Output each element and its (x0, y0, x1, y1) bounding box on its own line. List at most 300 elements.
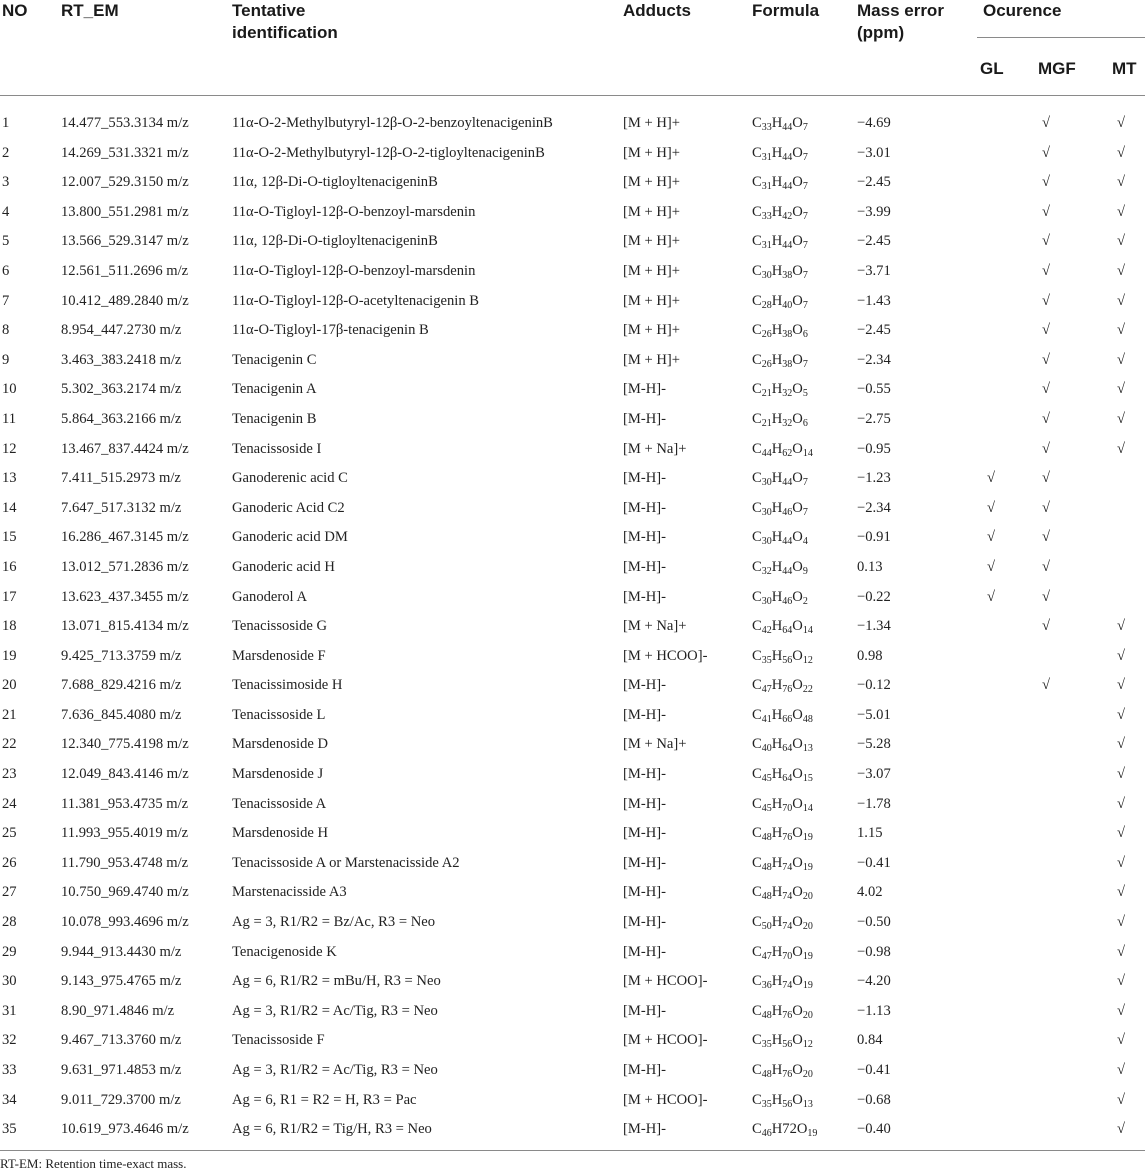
cell-mt: √ (1116, 115, 1125, 131)
cell-rt-em: 7.411_515.2973 m/z (61, 470, 181, 487)
formula-element: H (771, 588, 783, 605)
cell-formula (752, 819, 813, 849)
cell-rt-em: 10.619_973.4646 m/z (61, 1121, 189, 1138)
cell-adduct: [M + H]+ (623, 351, 680, 368)
formula-count: 7 (802, 122, 808, 133)
formula-element: O (792, 1091, 803, 1108)
formula-count: 64 (782, 743, 793, 755)
cell-rt-em: 7.636_845.4080 m/z (61, 706, 182, 723)
formula-element: H (771, 174, 783, 191)
cell-adduct: [M-H]- (623, 410, 666, 427)
table-row (0, 908, 1145, 938)
table-row (0, 819, 1145, 849)
cell-no: 15 (2, 529, 17, 546)
cell-mass-error: −0.41 (857, 1062, 891, 1078)
cell-rt-em: 9.011_729.3700 m/z (61, 1091, 181, 1108)
cell-gl: √ (986, 558, 995, 575)
formula-element: O (792, 588, 803, 605)
cell-mt: √ (1116, 677, 1125, 694)
formula-count: 45 (761, 773, 772, 785)
formula-element: C (752, 795, 762, 812)
formula-count: 44 (782, 151, 793, 163)
cell-formula (752, 583, 808, 613)
formula-count: 7 (802, 151, 808, 163)
table-row (0, 671, 1145, 701)
table-row (0, 523, 1145, 553)
formula-count: 26 (761, 358, 772, 370)
cell-no: 6 (2, 262, 10, 279)
cell-formula (752, 878, 813, 908)
formula-count: 7 (802, 210, 808, 222)
formula-element: O (792, 440, 803, 457)
formula-element: C (752, 115, 762, 131)
cell-mt: √ (1116, 914, 1125, 931)
formula-count: 2 (802, 595, 808, 607)
table-row (0, 1056, 1145, 1086)
cell-mass-error: −0.98 (857, 943, 891, 960)
formula-element: O (792, 174, 803, 191)
table-row (0, 287, 1145, 317)
cell-mass-error: −1.13 (857, 1002, 891, 1019)
cell-mass-error: −0.95 (857, 440, 891, 457)
cell-mass-error: −2.75 (857, 410, 891, 427)
formula-count: 76 (782, 832, 793, 844)
cell-mt: √ (1116, 381, 1125, 398)
formula-element: H (771, 677, 783, 694)
cell-formula (752, 346, 808, 376)
formula-element: C (752, 943, 762, 960)
formula-count: 46 (782, 506, 793, 518)
cell-rt-em: 10.412_489.2840 m/z (61, 292, 189, 309)
formula-element: H (771, 706, 783, 723)
cell-rt-em: 12.007_529.3150 m/z (61, 174, 189, 191)
formula-element: O (792, 677, 803, 694)
table-row (0, 553, 1145, 583)
formula-count: 28 (761, 299, 772, 311)
cell-formula (752, 1026, 813, 1056)
formula-count: 66 (782, 713, 793, 725)
cell-mass-error: 0.13 (857, 558, 883, 575)
cell-mgf: √ (1041, 410, 1050, 427)
cell-mt: √ (1116, 262, 1125, 279)
cell-adduct: [M + Na]+ (623, 440, 687, 457)
formula-element: C (752, 914, 762, 931)
cell-rt-em: 10.750_969.4740 m/z (61, 884, 189, 901)
formula-count: 76 (782, 1069, 793, 1080)
table-row (0, 878, 1145, 908)
cell-rt-em: 13.566_529.3147 m/z (61, 233, 189, 250)
cell-no: 16 (2, 558, 17, 575)
formula-element: O (792, 825, 803, 842)
cell-mass-error: −1.78 (857, 795, 891, 812)
formula-count: 31 (761, 181, 772, 193)
cell-mass-error: −0.40 (857, 1121, 891, 1138)
table-row (0, 1115, 1145, 1145)
formula-count: 30 (761, 595, 772, 607)
cell-adduct: [M-H]- (623, 795, 666, 812)
formula-element: O (792, 706, 803, 723)
cell-identification: Ganoderic Acid C2 (232, 499, 345, 516)
formula-element: C (752, 1062, 762, 1078)
cell-adduct: [M + H]+ (623, 203, 680, 220)
cell-adduct: [M-H]- (623, 470, 666, 487)
formula-element: C (752, 1032, 762, 1049)
cell-identification: Ag = 6, R1/R2 = mBu/H, R3 = Neo (232, 973, 441, 990)
cell-mgf: √ (1041, 144, 1050, 161)
table-bottom-rule (0, 1150, 1145, 1151)
cell-adduct: [M-H]- (623, 677, 666, 694)
cell-formula (752, 375, 808, 405)
formula-element: H (771, 410, 783, 427)
cell-mt: √ (1116, 1091, 1125, 1108)
cell-adduct: [M + H]+ (623, 292, 680, 309)
formula-count: 9 (802, 565, 808, 577)
formula-count: 32 (782, 417, 793, 429)
cell-identification: Marsdenoside F (232, 647, 326, 664)
formula-element: O (792, 766, 803, 783)
cell-formula (752, 405, 808, 435)
cell-identification: Ag = 3, R1/R2 = Bz/Ac, R3 = Neo (232, 914, 436, 931)
cell-identification: Ganoderic acid DM (232, 529, 348, 546)
cell-identification: Tenacissimoside H (232, 677, 343, 694)
cell-no: 26 (2, 854, 17, 871)
cell-mass-error: −0.55 (857, 381, 891, 398)
cell-formula (752, 109, 808, 139)
cell-rt-em: 11.790_953.4748 m/z (61, 854, 189, 871)
cell-identification: Tenacigenin B (232, 410, 317, 427)
cell-rt-em: 13.623_437.3455 m/z (61, 588, 189, 605)
formula-element: O (792, 115, 803, 131)
formula-count: 38 (782, 358, 793, 370)
cell-formula (752, 139, 808, 169)
cell-mass-error: 1.15 (857, 825, 883, 842)
table-row (0, 227, 1145, 257)
cell-mt: √ (1116, 706, 1125, 723)
formula-element: C (752, 618, 762, 635)
table-row (0, 109, 1145, 139)
cell-no: 8 (2, 322, 10, 339)
formula-count: 12 (802, 1039, 813, 1051)
formula-element: O (792, 1032, 803, 1049)
formula-count: 56 (782, 1039, 793, 1051)
formula-count: 41 (761, 713, 772, 725)
formula-count: 36 (761, 980, 772, 992)
formula-count: 31 (761, 151, 772, 163)
table-row (0, 730, 1145, 760)
cell-formula (752, 760, 813, 790)
cell-mass-error: 4.02 (857, 884, 883, 901)
formula-element: H (771, 262, 783, 279)
formula-element: O (792, 262, 803, 279)
cell-no: 29 (2, 943, 17, 960)
cell-mt: √ (1116, 174, 1125, 191)
cell-mgf: √ (1041, 203, 1050, 220)
cell-identification: Ag = 3, R1/R2 = Ac/Tig, R3 = Neo (232, 1002, 438, 1019)
cell-adduct: [M + Na]+ (623, 618, 687, 635)
cell-gl: √ (986, 499, 995, 516)
formula-count: 46 (782, 595, 793, 607)
cell-mass-error: 0.84 (857, 1032, 883, 1049)
table-row (0, 701, 1145, 731)
formula-count: 40 (761, 743, 772, 755)
header-identification-line2: identification (232, 23, 338, 42)
formula-count: 13 (802, 743, 813, 755)
cell-mass-error: −2.34 (857, 351, 891, 368)
cell-mgf: √ (1041, 470, 1050, 487)
cell-mgf: √ (1041, 588, 1050, 605)
cell-formula (752, 316, 808, 346)
cell-identification: 11α-O-Tigloyl-12β-O-benzoyl-marsdenin (232, 203, 476, 220)
formula-element: H (771, 825, 783, 842)
formula-count: 14 (802, 625, 813, 637)
formula-element: C (752, 440, 762, 457)
occurrence-group-rule (977, 37, 1145, 38)
cell-adduct: [M + H]+ (623, 144, 680, 161)
cell-mass-error: −0.68 (857, 1091, 891, 1108)
formula-count: 19 (802, 950, 813, 962)
formula-element: O (792, 381, 803, 398)
header-occurrence: Ocurence (983, 1, 1062, 20)
cell-rt-em: 8.90_971.4846 m/z (61, 1002, 175, 1019)
cell-formula (752, 287, 808, 317)
formula-element: O (792, 973, 803, 990)
formula-element: H (771, 529, 783, 546)
cell-gl: √ (986, 529, 995, 546)
cell-adduct: [M + HCOO]- (623, 647, 708, 664)
cell-mt: √ (1116, 203, 1125, 220)
cell-identification: Marsdenoside J (232, 766, 324, 783)
cell-no: 11 (2, 410, 17, 427)
formula-count: 62 (782, 447, 793, 459)
cell-mass-error: −0.12 (857, 677, 891, 694)
formula-count: 30 (761, 477, 772, 489)
formula-count: 64 (782, 773, 793, 785)
formula-element: O (792, 499, 803, 516)
cell-formula (752, 701, 813, 731)
cell-mass-error: 0.98 (857, 647, 883, 664)
formula-count: 76 (782, 1009, 793, 1021)
formula-element: H (771, 233, 783, 250)
formula-count: 14 (802, 802, 813, 814)
cell-adduct: [M-H]- (623, 1002, 666, 1019)
formula-count: 7 (802, 477, 808, 489)
formula-element: O (792, 1002, 803, 1019)
cell-no: 12 (2, 440, 17, 457)
cell-no: 2 (2, 144, 10, 161)
formula-count: 7 (802, 269, 808, 281)
cell-mt: √ (1116, 766, 1125, 783)
cell-formula (752, 671, 813, 701)
formula-element: O (792, 647, 803, 664)
formula-count: 44 (782, 240, 793, 252)
formula-element: O (792, 470, 803, 487)
cell-adduct: [M-H]- (623, 1062, 666, 1078)
formula-count: 74 (782, 861, 793, 873)
cell-mt: √ (1116, 1121, 1125, 1138)
formula-element: C (752, 351, 762, 368)
cell-no: 19 (2, 647, 17, 664)
formula-count: 38 (782, 329, 793, 341)
formula-count: 56 (782, 1098, 793, 1110)
formula-count: 42 (782, 210, 793, 222)
cell-no: 31 (2, 1002, 17, 1019)
formula-element: C (752, 884, 762, 901)
formula-element: H (771, 854, 783, 871)
formula-count: 44 (782, 565, 793, 577)
formula-element: C (752, 1091, 762, 1108)
cell-no: 13 (2, 470, 17, 487)
cell-adduct: [M-H]- (623, 558, 666, 575)
formula-element: C (752, 529, 762, 546)
formula-element: O (792, 854, 803, 871)
cell-rt-em: 9.631_971.4853 m/z (61, 1062, 182, 1078)
formula-element: C (752, 1121, 762, 1138)
formula-element: H (771, 203, 783, 220)
header-bottom-rule (0, 95, 1145, 96)
formula-count: 48 (761, 832, 772, 844)
cell-rt-em: 9.425_713.3759 m/z (61, 647, 182, 664)
cell-mass-error: −2.45 (857, 174, 891, 191)
formula-count: 7 (802, 358, 808, 370)
table-row (0, 464, 1145, 494)
cell-no: 32 (2, 1032, 17, 1049)
cell-mt: √ (1116, 943, 1125, 960)
formula-element: C (752, 174, 762, 191)
cell-rt-em: 10.078_993.4696 m/z (61, 914, 189, 931)
formula-count: 13 (802, 1098, 813, 1110)
cell-rt-em: 5.302_363.2174 m/z (61, 381, 182, 398)
cell-formula (752, 642, 813, 672)
cell-mass-error: −0.41 (857, 854, 891, 871)
cell-rt-em: 12.049_843.4146 m/z (61, 766, 189, 783)
formula-element: C (752, 973, 762, 990)
cell-adduct: [M-H]- (623, 499, 666, 516)
cell-gl: √ (986, 470, 995, 487)
cell-formula (752, 1115, 817, 1145)
table-row (0, 375, 1145, 405)
cell-no: 21 (2, 706, 17, 723)
formula-element: O (792, 351, 803, 368)
table-row (0, 790, 1145, 820)
cell-formula (752, 997, 813, 1027)
formula-element: C (752, 766, 762, 783)
cell-rt-em: 7.647_517.3132 m/z (61, 499, 182, 516)
cell-identification: Ganoderol A (232, 588, 307, 605)
cell-adduct: [M + HCOO]- (623, 1091, 708, 1108)
cell-no: 18 (2, 618, 17, 635)
cell-mt: √ (1116, 351, 1125, 368)
cell-adduct: [M-H]- (623, 766, 666, 783)
formula-element: O (792, 884, 803, 901)
formula-count: 47 (761, 684, 772, 696)
cell-adduct: [M-H]- (623, 381, 666, 398)
cell-adduct: [M-H]- (623, 529, 666, 546)
cell-rt-em: 11.381_953.4735 m/z (61, 795, 189, 812)
cell-no: 27 (2, 884, 17, 901)
cell-adduct: [M + H]+ (623, 262, 680, 279)
formula-element: C (752, 381, 762, 398)
formula-count: 76 (782, 684, 793, 696)
cell-no: 10 (2, 381, 17, 398)
table-row (0, 583, 1145, 613)
formula-element: O (792, 529, 803, 546)
cell-formula (752, 523, 808, 553)
formula-count: 48 (761, 1069, 772, 1080)
cell-formula (752, 1086, 813, 1116)
formula-count: 44 (761, 447, 772, 459)
formula-count: 30 (761, 536, 772, 548)
formula-element: O (792, 144, 803, 161)
formula-element: H (771, 736, 783, 753)
cell-mgf: √ (1041, 440, 1050, 457)
cell-identification: 11α-O-Tigloyl-12β-O-benzoyl-marsdenin (232, 262, 476, 279)
table-row (0, 997, 1145, 1027)
cell-adduct: [M-H]- (623, 1121, 666, 1138)
cell-mass-error: −2.45 (857, 233, 891, 250)
formula-element: H (771, 914, 783, 931)
formula-element: O (792, 410, 803, 427)
cell-no: 28 (2, 914, 17, 931)
cell-no: 5 (2, 233, 10, 250)
cell-formula (752, 938, 813, 968)
cell-adduct: [M + HCOO]- (623, 973, 708, 990)
table-row (0, 612, 1145, 642)
formula-element: C (752, 144, 762, 161)
cell-identification: Tenacissoside L (232, 706, 326, 723)
formula-count: 19 (802, 861, 813, 873)
cell-mt: √ (1116, 1002, 1125, 1019)
formula-element: C (752, 677, 762, 694)
formula-element: H (771, 322, 783, 339)
formula-count: 12 (802, 654, 813, 666)
cell-mass-error: −3.71 (857, 262, 891, 279)
cell-mgf: √ (1041, 351, 1050, 368)
formula-count: 32 (782, 388, 793, 400)
formula-count: 21 (761, 417, 772, 429)
formula-count: 26 (761, 329, 772, 341)
cell-mt: √ (1116, 440, 1125, 457)
formula-count: 70 (782, 802, 793, 814)
cell-mgf: √ (1041, 233, 1050, 250)
formula-count: 45 (761, 802, 772, 814)
formula-count: 4 (802, 536, 808, 548)
formula-element: O (792, 795, 803, 812)
formula-count: 20 (802, 1009, 813, 1021)
cell-adduct: [M-H]- (623, 825, 666, 842)
formula-element: C (752, 588, 762, 605)
formula-count: 35 (761, 654, 772, 666)
cell-rt-em: 13.467_837.4424 m/z (61, 440, 189, 457)
header-mgf: MGF (1038, 59, 1076, 78)
formula-count: 48 (761, 861, 772, 873)
cell-mt: √ (1116, 825, 1125, 842)
cell-adduct: [M + Na]+ (623, 736, 687, 753)
header-adducts: Adducts (623, 1, 691, 20)
cell-identification: 11α-O-Tigloyl-17β-tenacigenin B (232, 322, 429, 339)
cell-identification: 11α, 12β-Di-O-tigloyltenacigeninB (232, 174, 438, 191)
formula-count: 44 (782, 536, 793, 548)
formula-element: H (771, 973, 783, 990)
cell-identification: Tenacissoside A or Marstenacisside A2 (232, 854, 460, 871)
cell-identification: 11α-O-Tigloyl-12β-O-acetyltenacigenin B (232, 292, 480, 309)
table-row (0, 760, 1145, 790)
cell-mass-error: −5.01 (857, 706, 891, 723)
cell-rt-em: 5.864_363.2166 m/z (61, 410, 182, 427)
formula-count: 35 (761, 1039, 772, 1051)
cell-formula (752, 168, 808, 198)
formula-element: C (752, 647, 762, 664)
cell-identification: Tenacissoside A (232, 795, 327, 812)
